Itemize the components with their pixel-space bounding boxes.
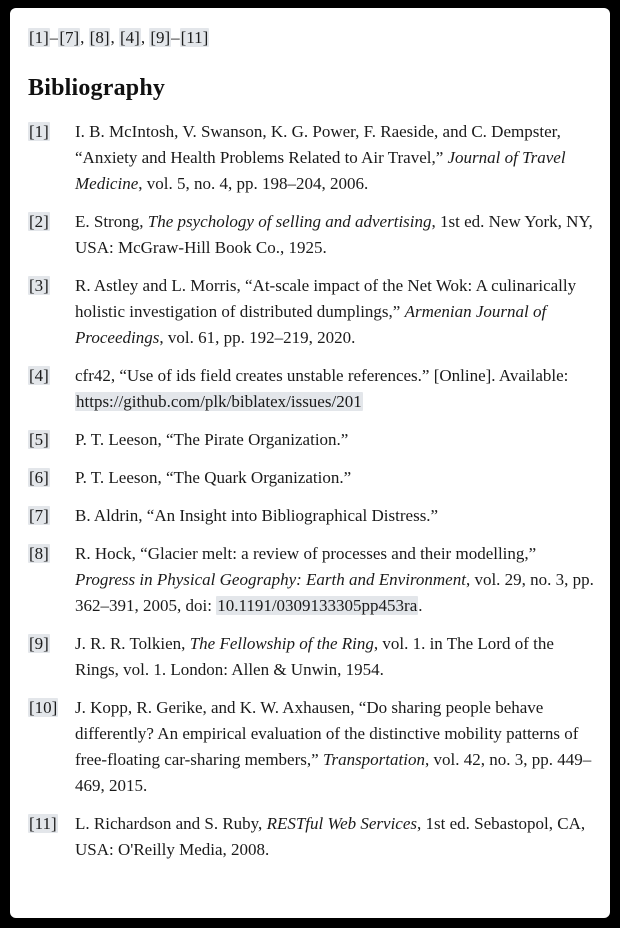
- entry-label: [28, 427, 75, 453]
- text-segment: P. T. Leeson, “The Pirate Organization.”: [75, 430, 349, 449]
- bibliography-list: [28, 119, 594, 863]
- italic-title: RESTful Web Services: [266, 814, 418, 833]
- text-segment: –: [49, 28, 59, 47]
- citation-link[interactable]: [1]: [29, 28, 49, 47]
- text-segment: , 1st ed. New York, NY, USA: McGraw-Hill Book Co., 1925.: [75, 212, 593, 257]
- text-segment: R. Astley and L. Morris, “At-scale impact of the Net Wok: A culinarically holistic investigation of distributed dumplings,”: [75, 276, 577, 321]
- citation-link[interactable]: 10.1191/0309133305pp453ra: [217, 596, 418, 615]
- italic-title: Armenian Journal of Proceedings: [75, 302, 547, 347]
- italic-title: Transportation: [322, 750, 425, 769]
- text-segment: , 1st ed. Sebastopol, CA, USA: O'Reilly Media, 2008.: [75, 814, 586, 859]
- citation-link[interactable]: [9]: [150, 28, 171, 47]
- entry-number-link[interactable]: [2]: [29, 212, 49, 231]
- entry-text: [75, 811, 594, 863]
- entry-label: [28, 465, 75, 491]
- text-segment: P. T. Leeson, “The Quark Organization.”: [75, 468, 352, 487]
- text-segment: J. Kopp, R. Gerike, and K. W. Axhausen, “Do sharing people behave differently? An empirical evaluation of the distinctive mobility patterns of free-floating car-sharing members,”: [75, 698, 579, 769]
- bibliography-entry: [28, 363, 594, 415]
- entry-label: [28, 363, 75, 389]
- bibliography-entry: [28, 465, 594, 491]
- text-segment: , vol. 42, no. 3, pp. 449–469, 2015.: [75, 750, 592, 795]
- entry-label: [28, 273, 75, 299]
- entry-number-link[interactable]: [5]: [29, 430, 49, 449]
- entry-text: [75, 427, 594, 453]
- bibliography-entry: [28, 811, 594, 863]
- entry-label: [28, 811, 75, 837]
- entry-text: [75, 631, 594, 683]
- entry-text: [75, 209, 594, 261]
- entry-number-link[interactable]: [10]: [29, 698, 58, 717]
- entry-label: [28, 119, 75, 145]
- entry-number-link[interactable]: [1]: [29, 122, 49, 141]
- text-segment: .: [418, 596, 423, 615]
- entry-text: [75, 503, 594, 529]
- bibliography-entry: [28, 119, 594, 197]
- bibliography-entry: [28, 427, 594, 453]
- entry-number-link[interactable]: [9]: [29, 634, 49, 653]
- italic-title: The psychology of selling and advertising: [147, 212, 432, 231]
- entry-number-link[interactable]: [11]: [29, 814, 57, 833]
- citation-link[interactable]: [4]: [119, 28, 140, 47]
- entry-label: [28, 541, 75, 567]
- text-segment: I. B. McIntosh, V. Swanson, K. G. Power, F. Raeside, and C. Dempster, “Anxiety and Health Problems Related to Air Travel,”: [75, 122, 561, 167]
- text-segment: L. Richardson and S. Ruby,: [75, 814, 267, 833]
- bibliography-entry: [28, 631, 594, 683]
- entry-number-link[interactable]: [7]: [29, 506, 49, 525]
- bibliography-entry: [28, 541, 594, 619]
- entry-label: [28, 209, 75, 235]
- citation-link[interactable]: [7]: [59, 28, 80, 47]
- italic-title: Journal of Travel Medicine: [75, 148, 566, 193]
- text-segment: ,: [80, 28, 89, 47]
- entry-text: [75, 465, 594, 491]
- text-segment: , vol. 1. in The Lord of the Rings, vol. 1. London: Allen & Unwin, 1954.: [75, 634, 554, 679]
- text-segment: , vol. 29, no. 3, pp. 362–391, 2005, doi:: [75, 570, 594, 615]
- entry-label: [28, 695, 75, 721]
- entry-text: [75, 541, 594, 619]
- citation-link[interactable]: [8]: [89, 28, 110, 47]
- text-segment: –: [171, 28, 180, 47]
- text-segment: cfr42, “Use of ids field creates unstable references.” [Online]. Available:: [75, 366, 569, 385]
- italic-title: Progress in Physical Geography: Earth and Environment: [75, 570, 466, 589]
- citation-link[interactable]: https://github.com/plk/biblatex/issues/201: [76, 392, 362, 411]
- text-segment: J. R. R. Tolkien,: [75, 634, 190, 653]
- entry-label: [28, 631, 75, 657]
- bibliography-entry: [28, 273, 594, 351]
- text-segment: ,: [110, 28, 119, 47]
- text-segment: ,: [140, 28, 150, 47]
- text-segment: E. Strong,: [75, 212, 148, 231]
- entry-number-link[interactable]: [3]: [29, 276, 49, 295]
- text-segment: B. Aldrin, “An Insight into Bibliographical Distress.”: [75, 506, 439, 525]
- entry-text: [75, 695, 594, 799]
- entry-label: [28, 503, 75, 529]
- entry-number-link[interactable]: [4]: [29, 366, 49, 385]
- entry-number-link[interactable]: [6]: [29, 468, 49, 487]
- citation-link[interactable]: [11]: [180, 28, 209, 47]
- text-segment: R. Hock, “Glacier melt: a review of processes and their modelling,”: [75, 544, 537, 563]
- entry-number-link[interactable]: [8]: [29, 544, 49, 563]
- entry-text: [75, 273, 594, 351]
- entry-text: [75, 119, 594, 197]
- italic-title: The Fellowship of the Ring: [189, 634, 374, 653]
- entry-text: [75, 363, 594, 415]
- citation-line: [28, 27, 594, 49]
- bibliography-entry: [28, 209, 594, 261]
- text-segment: , vol. 61, pp. 192–219, 2020.: [159, 328, 356, 347]
- text-segment: , vol. 5, no. 4, pp. 198–204, 2006.: [138, 174, 369, 193]
- bibliography-entry: [28, 503, 594, 529]
- page-title: Bibliography: [28, 75, 166, 101]
- document-page: [10, 8, 610, 918]
- bibliography-entry: [28, 695, 594, 799]
